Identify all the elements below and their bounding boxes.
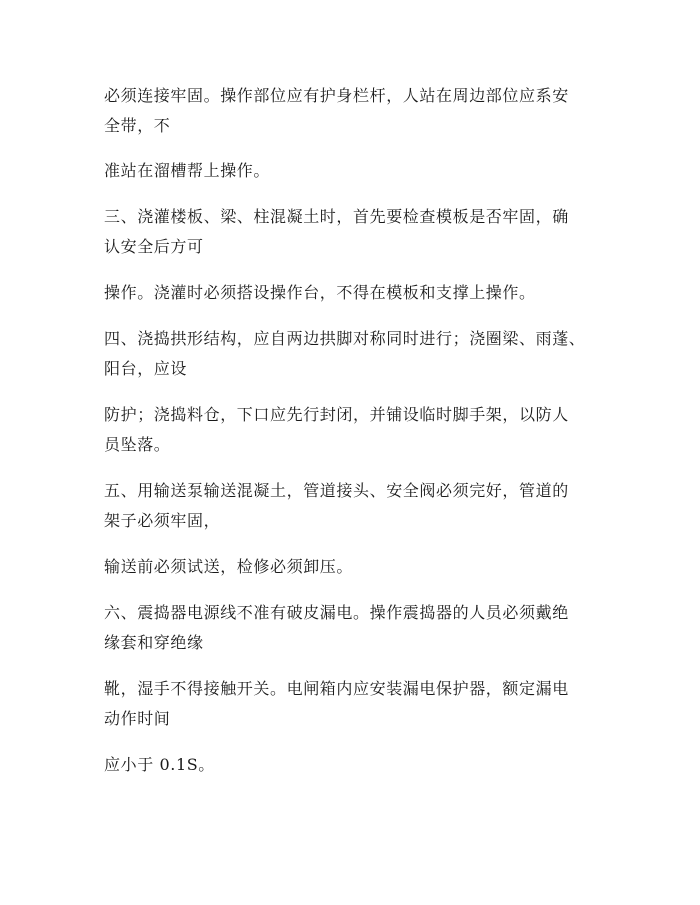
- paragraph-line: 四、浇捣拱形结构，应自两边拱脚对称同时进行；浇圈梁、雨蓬、: [104, 329, 586, 348]
- paragraph-line: 输送前必须试送，检修必须卸压。: [104, 557, 354, 576]
- paragraph-line: 六、震捣器电源线不准有破皮漏电。操作震捣器的人员必须戴绝: [104, 603, 569, 622]
- paragraph-line: 阳台，应设: [104, 359, 188, 378]
- paragraph-line: 防护；浇捣料仓，下口应先行封闭，并铺设临时脚手架，以防人: [104, 405, 569, 424]
- paragraph-line: 员坠落。: [104, 435, 171, 454]
- paragraph-line: 三、浇灌楼板、梁、柱混凝土时，首先要检查模板是否牢固，确: [104, 207, 569, 226]
- paragraph-line: 五、用输送泵输送混凝土，管道接头、安全阀必须完好，管道的: [104, 481, 569, 500]
- paragraph-line: 缘套和穿绝缘: [104, 633, 204, 652]
- paragraph-line: 架子必须牢固，: [104, 511, 221, 530]
- paragraph-line: 全带，不: [104, 116, 171, 135]
- paragraph-line: 操作。浇灌时必须搭设操作台，不得在模板和支撑上操作。: [104, 283, 536, 302]
- paragraph-line: 准站在溜槽帮上操作。: [104, 161, 271, 180]
- paragraph-line: 认安全后方可: [104, 237, 204, 256]
- paragraph-line: 靴，湿手不得接触开关。电闸箱内应安装漏电保护器，额定漏电: [104, 679, 569, 698]
- paragraph-line: 应小于 0.1S。: [104, 755, 215, 774]
- paragraph-line: 动作时间: [104, 709, 171, 728]
- paragraph-line: 必须连接牢固。操作部位应有护身栏杆，人站在周边部位应系安: [104, 86, 569, 105]
